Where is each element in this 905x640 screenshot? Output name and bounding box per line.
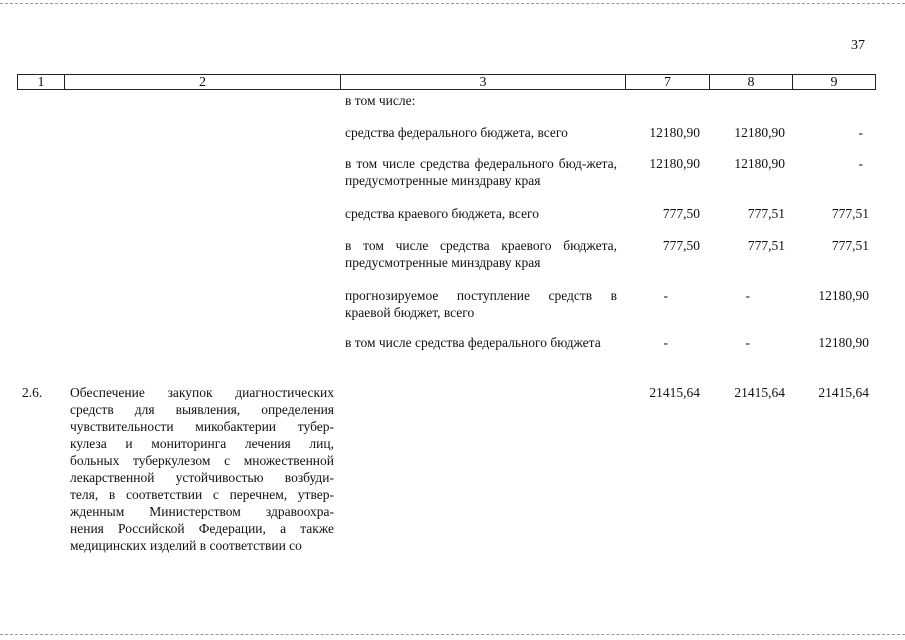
row-value-col8: 12180,90 bbox=[734, 156, 785, 171]
item-text-line: теля, в соответствии с перечнем, утвер- bbox=[70, 487, 334, 502]
item-text-line: Обеспечение закупок диагностических bbox=[70, 385, 334, 400]
row-value-col7: - bbox=[663, 288, 668, 303]
header-col-8: 8 bbox=[709, 74, 793, 90]
item-number: 2.6. bbox=[22, 385, 43, 400]
row-value-col8: 777,51 bbox=[747, 238, 785, 253]
row-value-col9: 777,51 bbox=[831, 206, 869, 221]
item-text-line: средств для выявления, определения bbox=[70, 402, 334, 417]
item-value-col7: 21415,64 bbox=[649, 385, 700, 400]
item-value-col9: 21415,64 bbox=[818, 385, 869, 400]
row-value-col7: 12180,90 bbox=[649, 156, 700, 171]
header-col-2: 2 bbox=[64, 74, 341, 90]
page-number: 37 bbox=[851, 38, 865, 53]
row-desc: средства федерального бюджета, всего bbox=[345, 125, 568, 140]
row-desc: в том числе средства федерального бюд-жета, предусмотренные минздраву края bbox=[345, 156, 617, 188]
scan-edge-bottom bbox=[0, 634, 905, 635]
row-value-col9: 12180,90 bbox=[818, 335, 869, 350]
row-desc: в том числе средства краевого бюджета, предусмотренные минздраву края bbox=[345, 238, 617, 270]
item-text-line: медицинских изделий в соответствии со bbox=[70, 538, 302, 553]
item-text-line: лекарственной устойчивостью возбуди- bbox=[70, 470, 334, 485]
item-text-line: жденным Министерством здравоохра- bbox=[70, 504, 334, 519]
row-value-col7: - bbox=[663, 335, 668, 350]
row-value-col9: 12180,90 bbox=[818, 288, 869, 303]
row-value-col9: - bbox=[858, 125, 863, 140]
item-text-line: чувствительности микобактерии тубер- bbox=[70, 419, 334, 434]
row-value-col8: - bbox=[745, 288, 750, 303]
item-value-col8: 21415,64 bbox=[734, 385, 785, 400]
row-value-col7: 777,50 bbox=[662, 238, 700, 253]
row-value-col8: 777,51 bbox=[747, 206, 785, 221]
row-value-col7: 12180,90 bbox=[649, 125, 700, 140]
header-col-9: 9 bbox=[792, 74, 876, 90]
row-value-col7: 777,50 bbox=[662, 206, 700, 221]
item-text-line: нения Российской Федерации, а также bbox=[70, 521, 334, 536]
row-value-col8: 12180,90 bbox=[734, 125, 785, 140]
header-col-7: 7 bbox=[625, 74, 710, 90]
item-text-line: больных туберкулезом с множественной bbox=[70, 453, 334, 468]
row-desc: прогнозируемое поступление средств в краевой бюджет, всего bbox=[345, 288, 617, 320]
row-value-col8: - bbox=[745, 335, 750, 350]
row-desc: в том числе: bbox=[345, 93, 416, 108]
row-value-col9: - bbox=[858, 156, 863, 171]
row-desc: средства краевого бюджета, всего bbox=[345, 206, 540, 221]
header-col-3: 3 bbox=[340, 74, 626, 90]
row-value-col9: 777,51 bbox=[831, 238, 869, 253]
row-desc: в том числе средства федерального бюджета bbox=[345, 335, 601, 350]
header-col-1: 1 bbox=[17, 74, 65, 90]
item-text-line: кулеза и мониторинга лечения лиц, bbox=[70, 436, 334, 451]
scan-edge-top bbox=[0, 3, 905, 4]
